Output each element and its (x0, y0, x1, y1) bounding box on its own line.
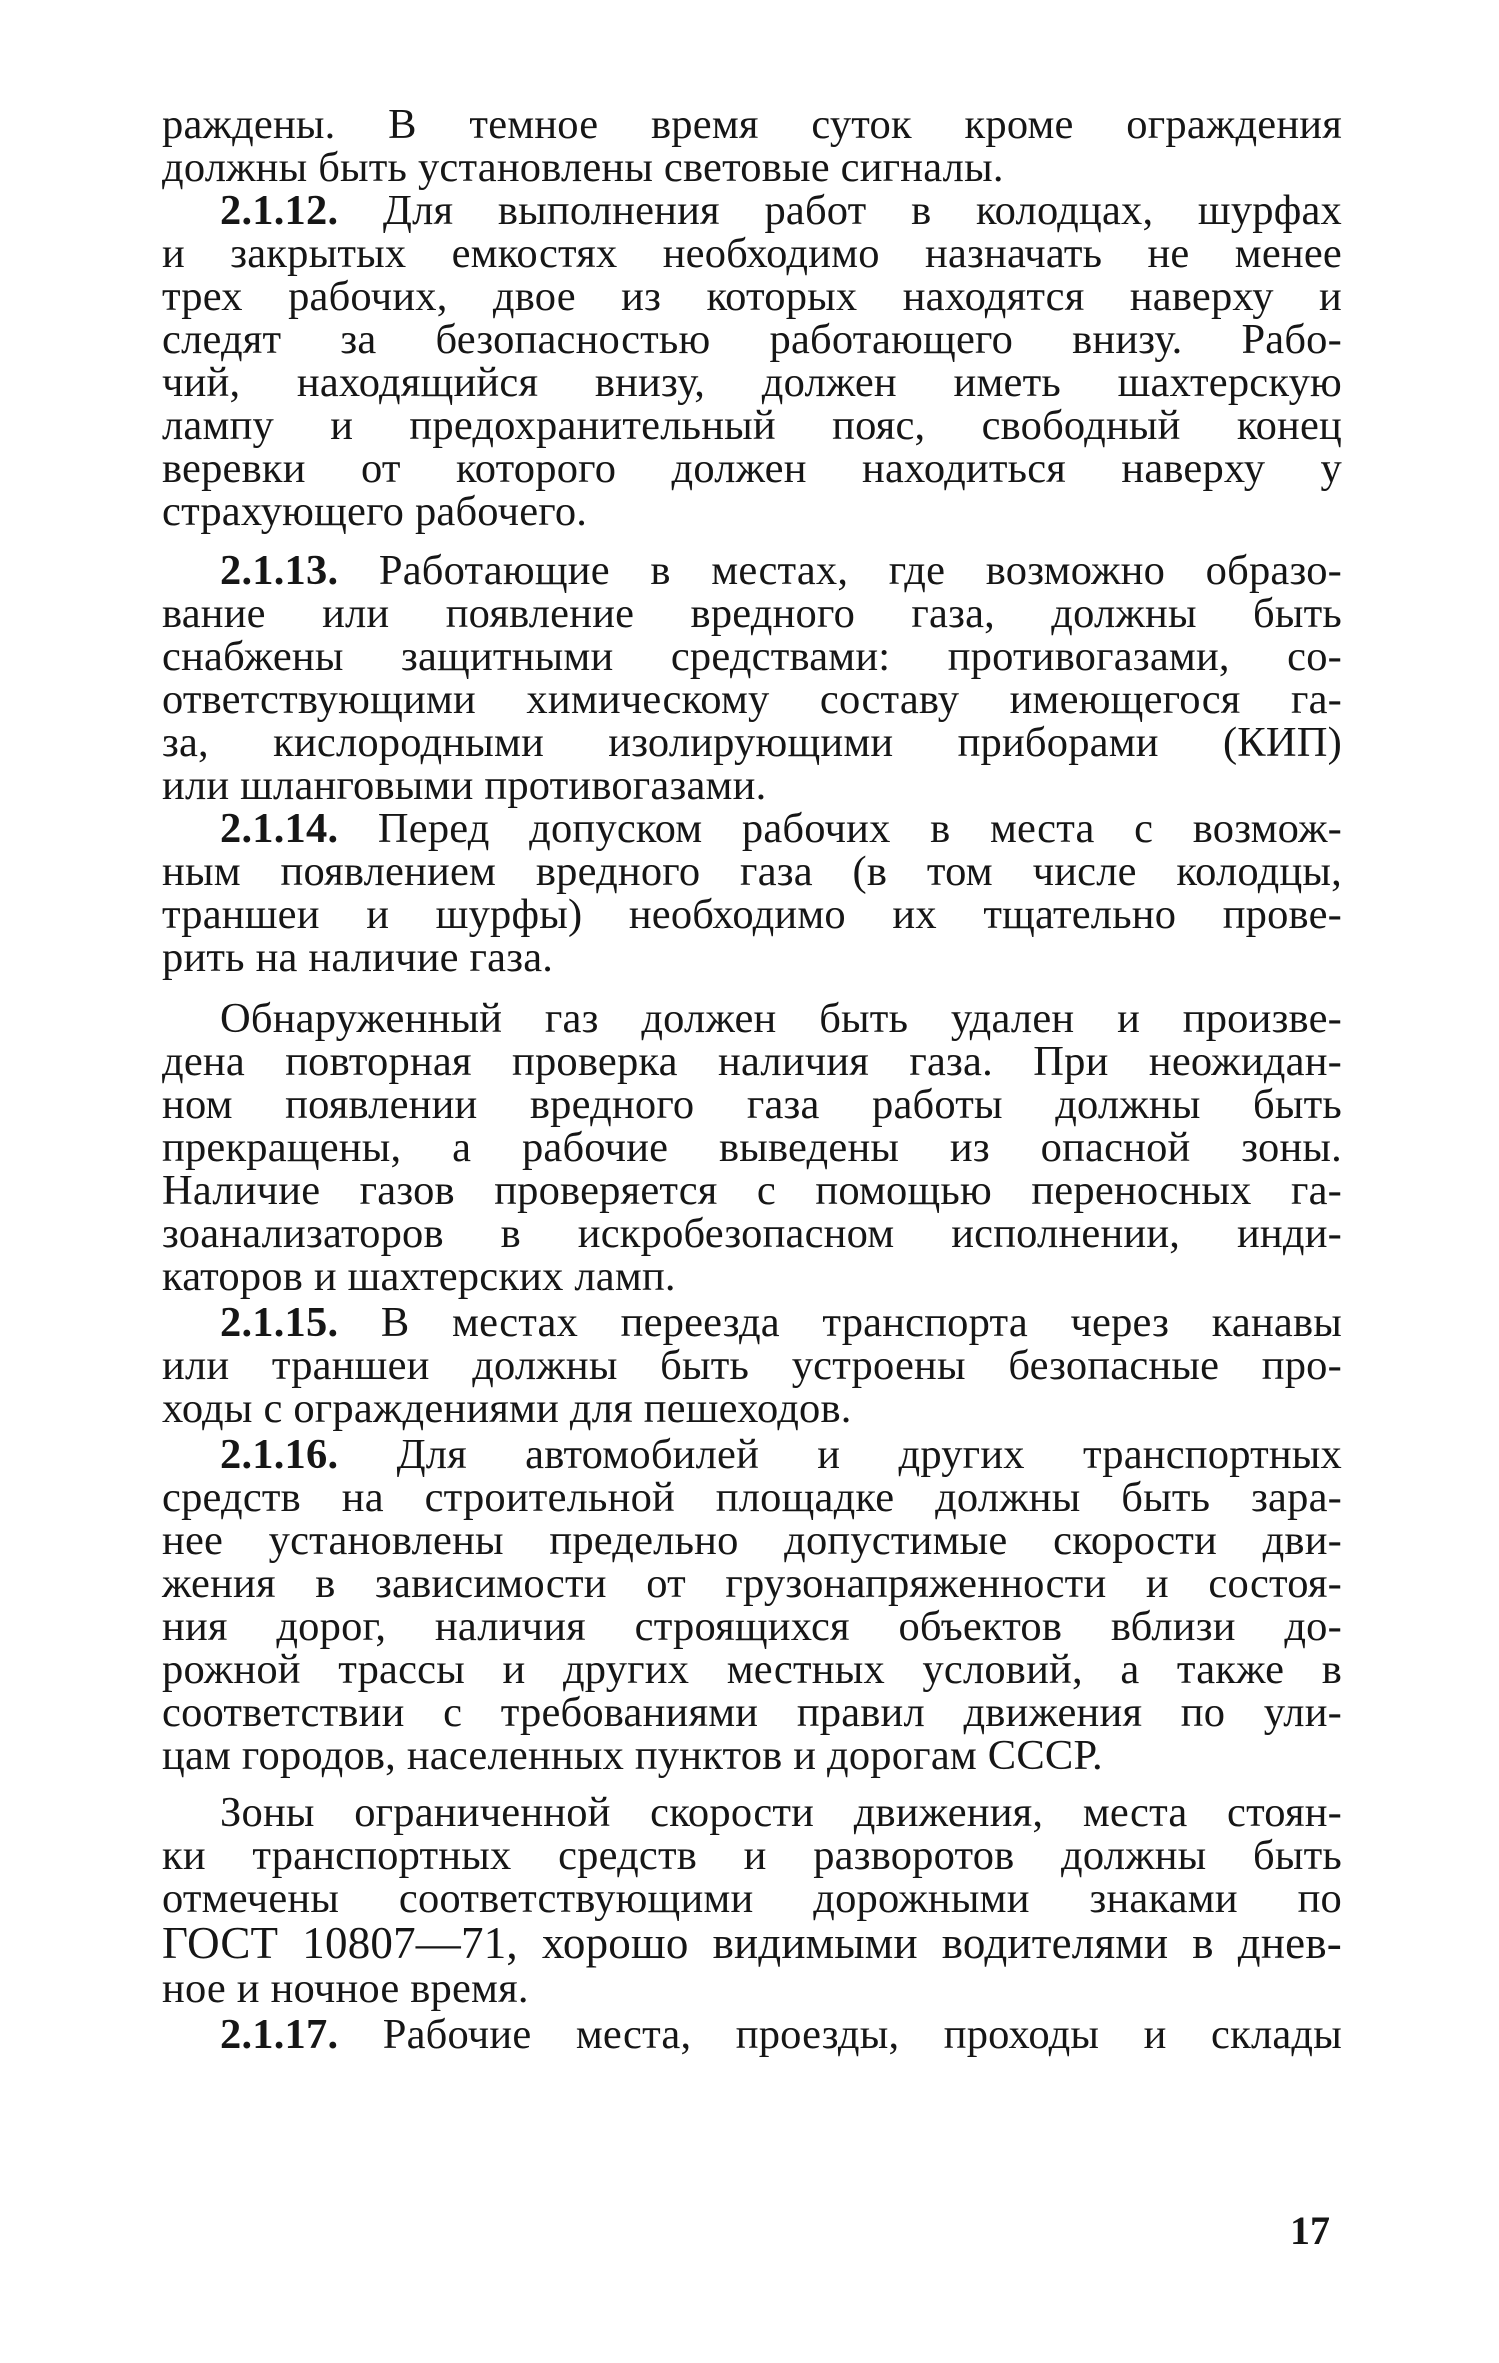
text-line: зоанализаторов в искробезопасном исполнении, инди- (162, 1210, 1342, 1257)
text-line: трех рабочих, двое из которых находятся наверху и (162, 273, 1342, 320)
text-line: Обнаруженный газ должен быть удален и произве- (220, 995, 1342, 1042)
text-line: ГОСТ 10807—71, хорошо видимыми водителями в днев- (162, 1918, 1342, 1968)
text-line: ния дорог, наличия строящихся объектов вблизи до- (162, 1603, 1342, 1650)
text-line: цам городов, населенных пунктов и дорогам СССР. (162, 1732, 1103, 1779)
text-line: жения в зависимости от грузонапряженности и состоя- (162, 1560, 1342, 1607)
text-line: снабжены защитными средствами: противогазами, со- (162, 633, 1342, 680)
text-line: 2.1.16. Для автомобилей и других транспортных (220, 1431, 1343, 1478)
text-line: и закрытых емкостях необходимо назначать не менее (162, 230, 1342, 277)
text-line: 2.1.15. В местах переезда транспорта через канавы (220, 1299, 1342, 1346)
text-line: Наличие газов проверяется с помощью переносных га- (162, 1167, 1342, 1214)
text-line: 2.1.12. Для выполнения работ в колодцах, шурфах (220, 187, 1343, 234)
text-line: лампу и предохранительный пояс, свободный конец (162, 402, 1342, 449)
text-line: вание или появление вредного газа, должны быть (162, 590, 1342, 637)
text-line: 2.1.13. Работающие в местах, где возможно образо- (220, 547, 1342, 594)
text-line: раждены. В темное время суток кроме ограждения (162, 101, 1342, 148)
text-line: ном появлении вредного газа работы должны быть (162, 1081, 1342, 1128)
text-line: отмечены соответствующими дорожными знаками по (162, 1875, 1342, 1922)
clause-number: 2.1.14. (220, 805, 339, 852)
text-line: рить на наличие газа. (162, 934, 554, 981)
text-line: ное и ночное время. (162, 1965, 529, 2012)
text-line: Зоны ограниченной скорости движения, места стоян- (220, 1789, 1342, 1836)
text-line: ным появлением вредного газа (в том числе колодцы, (162, 848, 1342, 895)
text-line: или шланговыми противогазами. (162, 762, 767, 809)
text-line: или траншеи должны быть устроены безопасные про- (162, 1342, 1342, 1389)
text-line: траншеи и шурфы) необходимо их тщательно прове- (162, 891, 1342, 938)
text-line: страхующего рабочего. (162, 488, 588, 535)
text-line: за, кислородными изолирующими приборами (КИП) (162, 719, 1342, 766)
text-line: прекращены, а рабочие выведены из опасной зоны. (162, 1124, 1342, 1171)
page-number: 17 (1290, 2208, 1330, 2253)
text-line: веревки от которого должен находиться наверху у (162, 445, 1342, 492)
text-line: средств на строительной площадке должны быть зара- (162, 1474, 1342, 1521)
text-line: дена повторная проверка наличия газа. При неожидан- (162, 1038, 1342, 1085)
text-line: каторов и шахтерских ламп. (162, 1253, 676, 1300)
text-line: должны быть установлены световые сигналы. (162, 144, 1004, 191)
text-line: нее установлены предельно допустимые скорости дви- (162, 1517, 1342, 1564)
clause-number: 2.1.17. (220, 2011, 339, 2058)
text-line: рожной трассы и других местных условий, а также в (162, 1646, 1342, 1693)
text-line: 2.1.14. Перед допуском рабочих в места с возмож- (220, 805, 1342, 852)
text-line: ходы с ограждениями для пешеходов. (162, 1385, 852, 1432)
clause-number: 2.1.12. (220, 187, 339, 234)
text-line: чий, находящийся внизу, должен иметь шахтерскую (162, 359, 1342, 406)
text-line: соответствии с требованиями правил движения по ули- (162, 1689, 1342, 1736)
text-line: ответствующими химическому составу имеющегося га- (162, 676, 1342, 723)
text-line: следят за безопасностью работающего внизу. Рабо- (162, 316, 1342, 363)
text-line: 2.1.17. Рабочие места, проезды, проходы и склады (220, 2011, 1342, 2058)
clause-number: 2.1.13. (220, 547, 339, 594)
clause-number: 2.1.15. (220, 1299, 339, 1346)
text-line: ки транспортных средств и разворотов должны быть (162, 1832, 1342, 1879)
clause-number: 2.1.16. (220, 1431, 339, 1478)
